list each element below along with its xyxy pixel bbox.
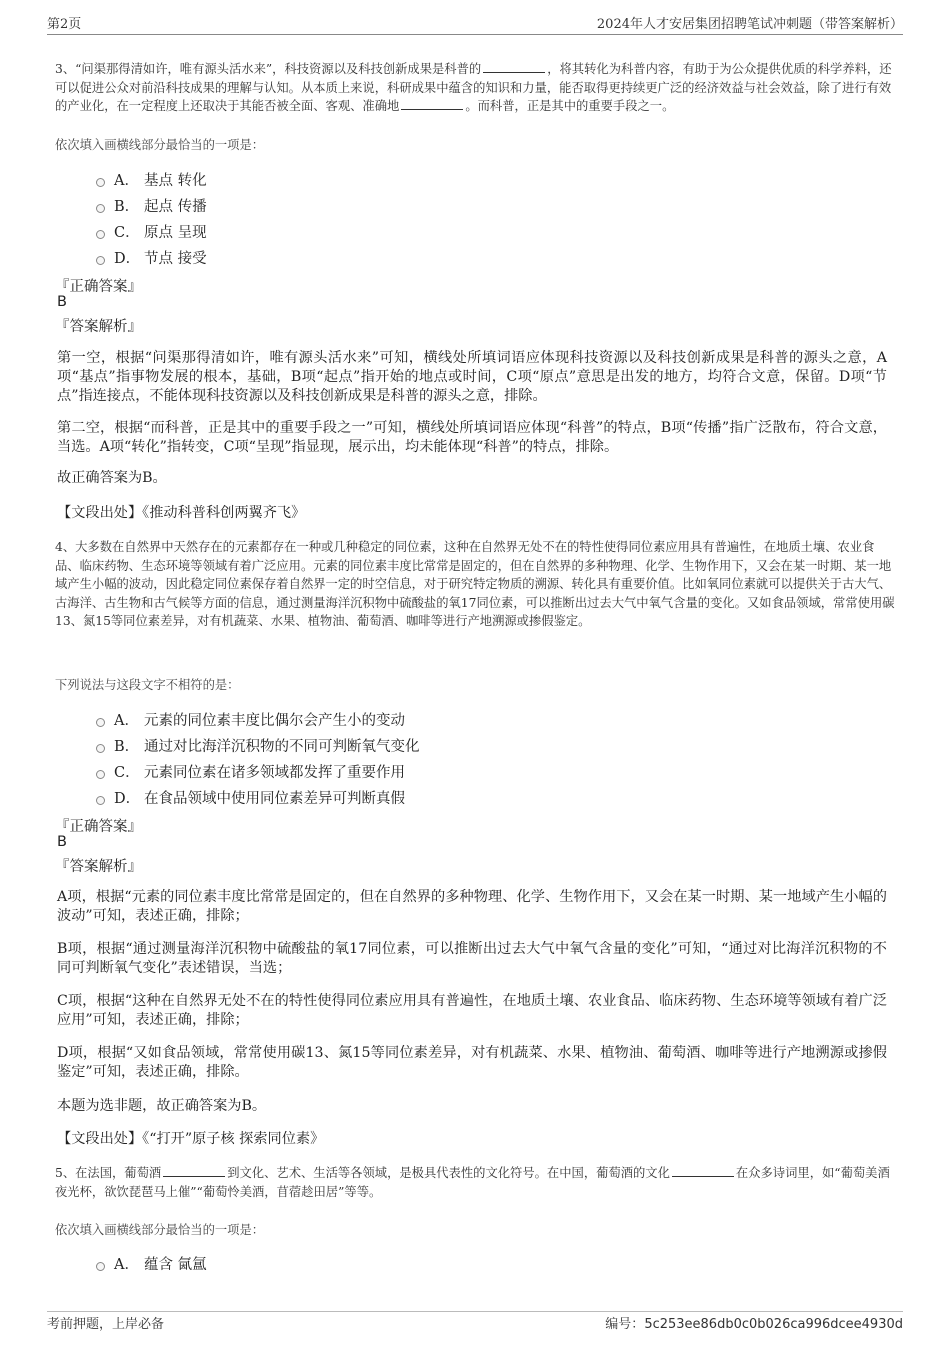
source-citation: 【文段出处】《“打开”原子核 探索同位素》	[57, 1131, 325, 1147]
radio-icon[interactable]	[96, 718, 105, 727]
page-header	[47, 12, 903, 35]
blank-line	[163, 1164, 225, 1177]
analysis-paragraph: D项，根据“又如食品领域，常常使用碳13、氮15等同位素差异，对有机蔬菜、水果、植物油、葡萄酒、咖啡等进行产地溯源或掺假鉴定”可知，表述正确，排除。	[57, 1045, 887, 1080]
correct-answer: B	[57, 294, 67, 310]
radio-icon[interactable]	[96, 744, 105, 753]
option-d[interactable]: D． 节点 接受	[96, 244, 207, 270]
option-a[interactable]: A． 蕴含 氤氲	[96, 1250, 207, 1276]
page-footer	[47, 1311, 903, 1332]
radio-icon[interactable]	[96, 770, 105, 779]
radio-icon[interactable]	[96, 796, 105, 805]
question-4-options	[96, 706, 420, 810]
question-5-prompt: 依次填入画横线部分最恰当的一项是：	[55, 1223, 265, 1237]
option-a[interactable]: A． 元素的同位素丰度比偶尔会产生小的变动	[96, 706, 420, 732]
blank-line	[672, 1164, 734, 1177]
option-b[interactable]: B． 通过对比海洋沉积物的不同可判断氧气变化	[96, 732, 420, 758]
option-b[interactable]: B． 起点 传播	[96, 192, 207, 218]
radio-icon[interactable]	[96, 178, 105, 187]
radio-icon[interactable]	[96, 256, 105, 265]
analysis-conclusion: 本题为选非题，故正确答案为B。	[57, 1098, 267, 1114]
option-d[interactable]: D． 在食品领域中使用同位素差异可判断真假	[96, 784, 420, 810]
question-3-options	[96, 166, 207, 270]
radio-icon[interactable]	[96, 1262, 105, 1271]
analysis-label: 『答案解析』	[55, 319, 142, 335]
question-3-stem: 3、“问渠那得清如许，唯有源头活水来”，科技资源以及科技创新成果是科普的 ，将其转化为科普内容，有助于为公众提供优质的科学养料，还可以促进公众对前沿科技成果的理解与认知。从本质上来说，科研成果中蕴含的知识和力量，能否取得更持续更广泛的经济效益与社会效益，除了进行有效的产业化，在一定程度上还取决于其能否被全面、客观、准确地 。而科普，正是其中的重要手段之一。	[55, 62, 892, 113]
analysis-conclusion: 故正确答案为B。	[57, 470, 167, 486]
answer-label: 『正确答案』	[55, 279, 142, 295]
radio-icon[interactable]	[96, 204, 105, 213]
option-c[interactable]: C． 原点 呈现	[96, 218, 207, 244]
analysis-paragraph: B项，根据“通过测量海洋沉积物中硫酸盐的氧17同位素，可以推断出过去大气中氧气含量的变化”可知，“通过对比海洋沉积物的不同可判断氧气变化”表述错误，当选；	[57, 941, 887, 976]
source-citation: 【文段出处】《推动科普科创两翼齐飞》	[57, 505, 306, 521]
footer-slogan: 考前押题，上岸必备	[47, 1317, 165, 1332]
document-code: 编号：5c253ee86db0c0b026ca996dcee4930d	[605, 1317, 903, 1332]
blank-line	[483, 60, 545, 73]
document-title: 2024年人才安居集团招聘笔试冲刺题（带答案解析）	[596, 17, 903, 32]
question-4-prompt: 下列说法与这段文字不相符的是：	[55, 678, 240, 692]
answer-label: 『正确答案』	[55, 819, 142, 835]
option-a[interactable]: A． 基点 转化	[96, 166, 207, 192]
radio-icon[interactable]	[96, 230, 105, 239]
question-4-stem: 4、大多数在自然界中天然存在的元素都存在一种或几种稳定的同位素，这种在自然界无处不在的特性使得同位素应用具有普遍性，在地质土壤、农业食品、临床药物、生态环境等领域有着广泛应用。元素的同位素丰度比常常是固定的，但在自然界的多种物理、化学、生物作用下，又会在某一时期、某一地域产生小幅的波动，因此稳定同位素保存着自然界一定的时空信息，对于研究特定物质的溯源、转化具有重要价值。比如氧同位素就可以提供关于古大气、古海洋、古生物和古气候等方面的信息，通过测量海洋沉积物中硫酸盐的氧17同位素，可以推断出过去大气中氧气含量的变化。又如食品领域，常常使用碳13、氮15等同位素差异，对有机蔬菜、水果、植物油、葡萄酒、咖啡等进行产地溯源或掺假鉴定。	[55, 540, 895, 628]
question-5-stem: 5、在法国，葡萄酒 到文化、艺术、生活等各领域，是极具代表性的文化符号。在中国，葡萄酒的文化 在众多诗词里，如“葡萄美酒夜光杯，欲饮琵琶马上催”“葡萄怜美酒，苜蓿趁田居”等等。	[55, 1166, 890, 1199]
option-c[interactable]: C． 元素同位素在诸多领域都发挥了重要作用	[96, 758, 420, 784]
question-3-prompt: 依次填入画横线部分最恰当的一项是：	[55, 138, 265, 152]
correct-answer: B	[57, 834, 67, 850]
analysis-paragraph: C项，根据“这种在自然界无处不在的特性使得同位素应用具有普遍性，在地质土壤、农业食品、临床药物、生态环境等领域有着广泛应用”可知，表述正确，排除；	[57, 993, 887, 1028]
page-number: 第2页	[47, 17, 82, 32]
analysis-paragraph: 第二空，根据“而科普，正是其中的重要手段之一”可知，横线处所填词语应体现“科普”的特点，B项“传播”指广泛散布，符合文意，当选。A项“转化”指转变，C项“呈现”指显现，展示出，均未能体现“科普”的特点，排除。	[57, 420, 887, 455]
analysis-paragraph: A项，根据“元素的同位素丰度比常常是固定的，但在自然界的多种物理、化学、生物作用下，又会在某一时期、某一地域产生小幅的波动”可知，表述正确，排除；	[57, 889, 887, 924]
question-5-options	[96, 1250, 207, 1276]
analysis-label: 『答案解析』	[55, 859, 142, 875]
blank-line	[401, 97, 463, 110]
analysis-paragraph: 第一空，根据“问渠那得清如许，唯有源头活水来”可知，横线处所填词语应体现科技资源以及科技创新成果是科普的源头之意，A项“基点”指事物发展的根本，基础，B项“起点”指开始的地点或时间，C项“原点”意思是出发的地方，均符合文意，保留。D项“节点”指连接点，不能体现科技资源以及科技创新成果是科普的源头之意，排除。	[57, 350, 887, 404]
